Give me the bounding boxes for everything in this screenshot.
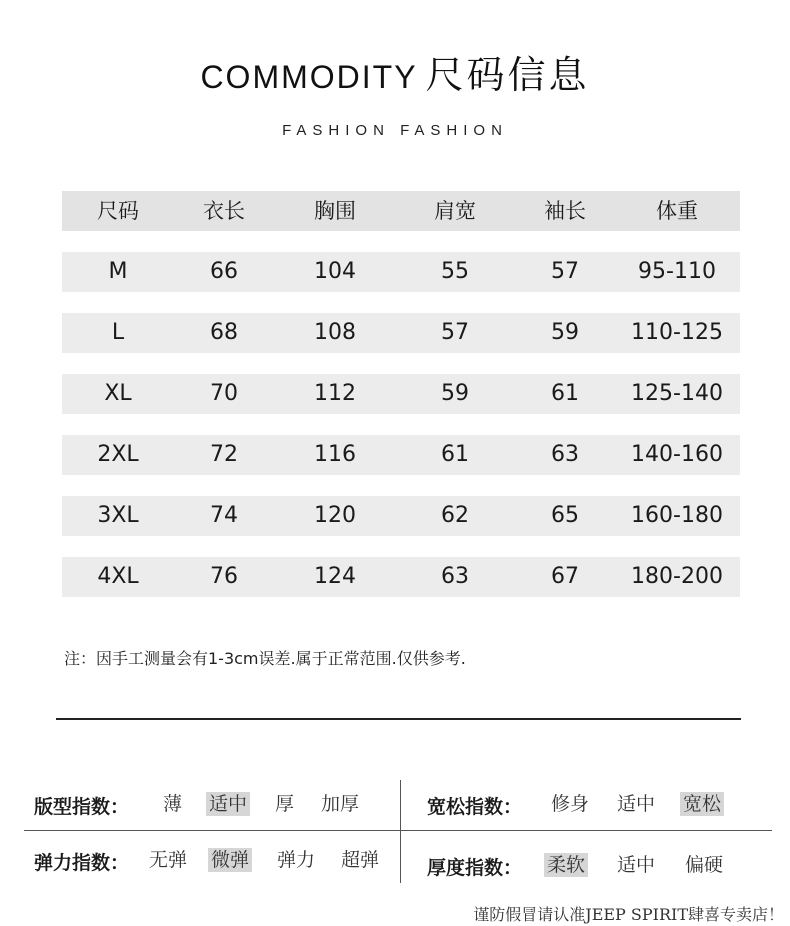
table-cell: 124 (314, 564, 356, 589)
title-chinese: 尺码信息 (425, 53, 590, 97)
table-cell: 125-140 (631, 381, 723, 406)
table-cell: 61 (551, 381, 579, 406)
table-cell: L (111, 320, 125, 345)
table-header-row (62, 191, 740, 231)
index-option-selected: 柔软 (544, 853, 588, 877)
table-cell: 74 (210, 503, 238, 528)
table-cell: 4XL (97, 564, 139, 589)
table-cell: 55 (441, 259, 469, 284)
table-cell: 57 (441, 320, 469, 345)
page-title (0, 44, 790, 99)
table-row (62, 435, 740, 475)
index-label: 版型指数： (34, 796, 130, 818)
table-cell: 63 (441, 564, 469, 589)
index-option: 适中 (617, 854, 656, 876)
index-option: 超弹 (341, 849, 380, 871)
table-cell: 140-160 (631, 442, 723, 467)
table-cell: 160-180 (631, 503, 723, 528)
index-label: 宽松指数： (427, 796, 523, 818)
table-cell: 59 (441, 381, 469, 406)
page-subtitle: FASHION FASHION (282, 122, 508, 139)
measurement-note: 注：因手工测量会有1-3cm误差.属于正常范围.仅供参考. (64, 649, 466, 668)
table-row (62, 252, 740, 292)
index-label: 弹力指数： (34, 852, 130, 874)
table-cell: 120 (314, 503, 356, 528)
table-cell: 62 (441, 503, 469, 528)
table-cell: 3XL (97, 503, 139, 528)
column-header: 肩宽 (434, 199, 476, 223)
column-header: 衣长 (203, 199, 245, 223)
index-option-selected: 宽松 (680, 792, 724, 816)
table-cell: 76 (210, 564, 238, 589)
table-cell: 59 (551, 320, 579, 345)
table-cell: 116 (314, 442, 356, 467)
table-row (62, 374, 740, 414)
index-option: 偏硬 (685, 854, 724, 876)
index-option: 无弹 (149, 849, 188, 871)
index-grid-horizontal-line (24, 830, 772, 831)
index-option-selected: 微弹 (208, 848, 252, 872)
index-option-selected: 适中 (206, 792, 250, 816)
index-grid-vertical-line (400, 780, 401, 883)
table-cell: M (108, 259, 128, 284)
table-cell: 70 (210, 381, 238, 406)
index-option: 厚 (275, 793, 295, 815)
table-cell: 2XL (97, 442, 139, 467)
table-cell: 68 (210, 320, 238, 345)
table-cell: 112 (314, 381, 356, 406)
table-cell: XL (104, 381, 132, 406)
table-cell: 95-110 (638, 259, 716, 284)
table-cell: 72 (210, 442, 238, 467)
index-label: 厚度指数： (427, 857, 523, 879)
anti-counterfeit-notice: 谨防假冒请认准JEEP SPIRIT肆喜专卖店！ (473, 905, 784, 924)
table-cell: 57 (551, 259, 579, 284)
table-cell: 61 (441, 442, 469, 467)
index-option: 薄 (163, 793, 183, 815)
table-cell: 65 (551, 503, 579, 528)
index-option: 加厚 (321, 793, 360, 815)
table-cell: 66 (210, 259, 238, 284)
table-cell: 67 (551, 564, 579, 589)
table-cell: 110-125 (631, 320, 723, 345)
column-header: 尺码 (97, 199, 139, 223)
table-cell: 63 (551, 442, 579, 467)
index-option: 弹力 (277, 849, 316, 871)
table-row (62, 313, 740, 353)
column-header: 体重 (656, 199, 698, 223)
index-option: 适中 (617, 793, 656, 815)
index-option: 修身 (551, 793, 590, 815)
table-row (62, 496, 740, 536)
column-header: 胸围 (314, 199, 356, 223)
title-english: COMMODITY (200, 59, 418, 95)
section-divider (56, 718, 741, 720)
table-row (62, 557, 740, 597)
table-cell: 180-200 (631, 564, 723, 589)
table-cell: 108 (314, 320, 356, 345)
table-cell: 104 (314, 259, 356, 284)
column-header: 袖长 (544, 199, 586, 223)
